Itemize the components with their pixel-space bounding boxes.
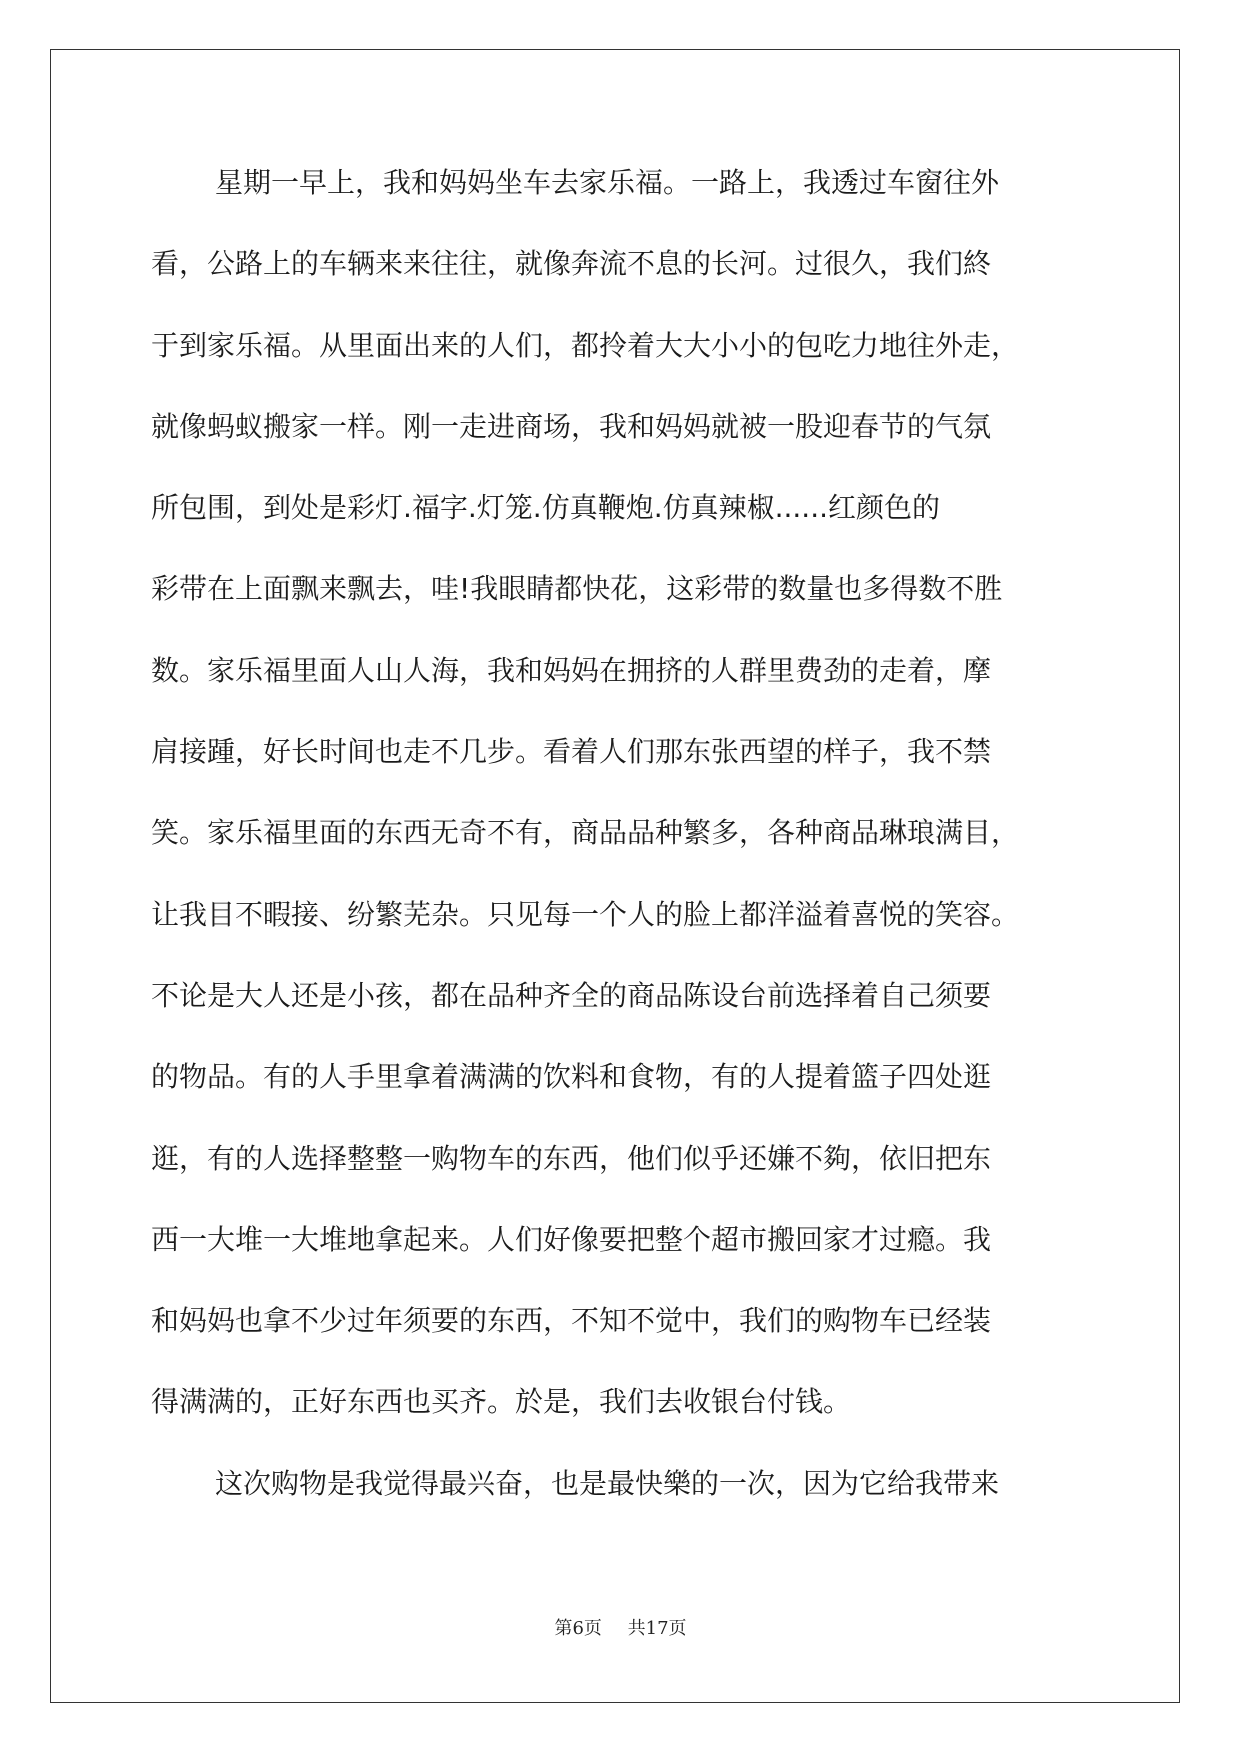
paragraph-1-line-12: 的物品。有的人手里拿着满满的饮料和食物，有的人提着篮子四处逛 — [151, 1060, 992, 1094]
paragraph-1-line-15: 和妈妈也拿不少过年须要的东西，不知不觉中，我们的购物车已经装 — [151, 1304, 992, 1338]
paragraph-1-line-1: 星期一早上，我和妈妈坐车去家乐福。一路上，我透过车窗往外 — [215, 166, 1000, 199]
paragraph-1-line-8: 肩接踵，好长时间也走不几步。看着人们那东张西望的样子，我不禁 — [151, 735, 992, 769]
paragraph-1-line-10: 让我目不暇接、纷繁芜杂。只见每一个人的脸上都洋溢着喜悦的笑容。 — [151, 897, 1020, 931]
paragraph-1-line-3: 于到家乐福。从里面出来的人们，都拎着大大小小的包吃力地往外走， — [151, 328, 1020, 362]
page-number: 第6页 — [554, 1618, 602, 1639]
paragraph-1-line-16: 得满满的，正好东西也买齐。於是，我们去收银台付钱。 — [151, 1385, 852, 1419]
paragraph-1-line-11: 不论是大人还是小孩，都在品种齐全的商品陈设台前选择着自己须要 — [151, 978, 992, 1012]
page-footer — [0, 1614, 1241, 1640]
paragraph-1-line-4: 就像蚂蚁搬家一样。刚一走进商场，我和妈妈就被一股迎春节的气氛 — [151, 409, 992, 443]
paragraph-1-line-9: 笑。家乐福里面的东西无奇不有，商品品种繁多，各种商品琳琅满目， — [151, 816, 1020, 850]
paragraph-1-line-14: 西一大堆一大堆地拿起来。人们好像要把整个超市搬回家才过瘾。我 — [151, 1222, 992, 1256]
page-total: 共17页 — [627, 1618, 687, 1639]
paragraph-1-line-7: 数。家乐福里面人山人海，我和妈妈在拥挤的人群里费劲的走着，摩 — [151, 653, 992, 687]
paragraph-1-line-2: 看，公路上的车辆来来往往，就像奔流不息的长河。过很久，我们終 — [151, 247, 992, 281]
document-body — [151, 156, 1101, 1538]
paragraph-1-line-13: 逛，有的人选择整整一购物车的东西，他们似乎还嫌不夠，依旧把东 — [151, 1141, 992, 1175]
paragraph-2-line-1: 这次购物是我觉得最兴奋，也是最快樂的一次，因为它给我带来 — [215, 1466, 1000, 1500]
paragraph-1-line-6: 彩带在上面飘来飘去，哇!我眼睛都快花，这彩带的数量也多得数不胜 — [151, 572, 1003, 606]
paragraph-1-line-5: 所包围，到处是彩灯.福字.灯笼.仿真鞭炮.仿真辣椒......红颜色的 — [151, 491, 941, 525]
